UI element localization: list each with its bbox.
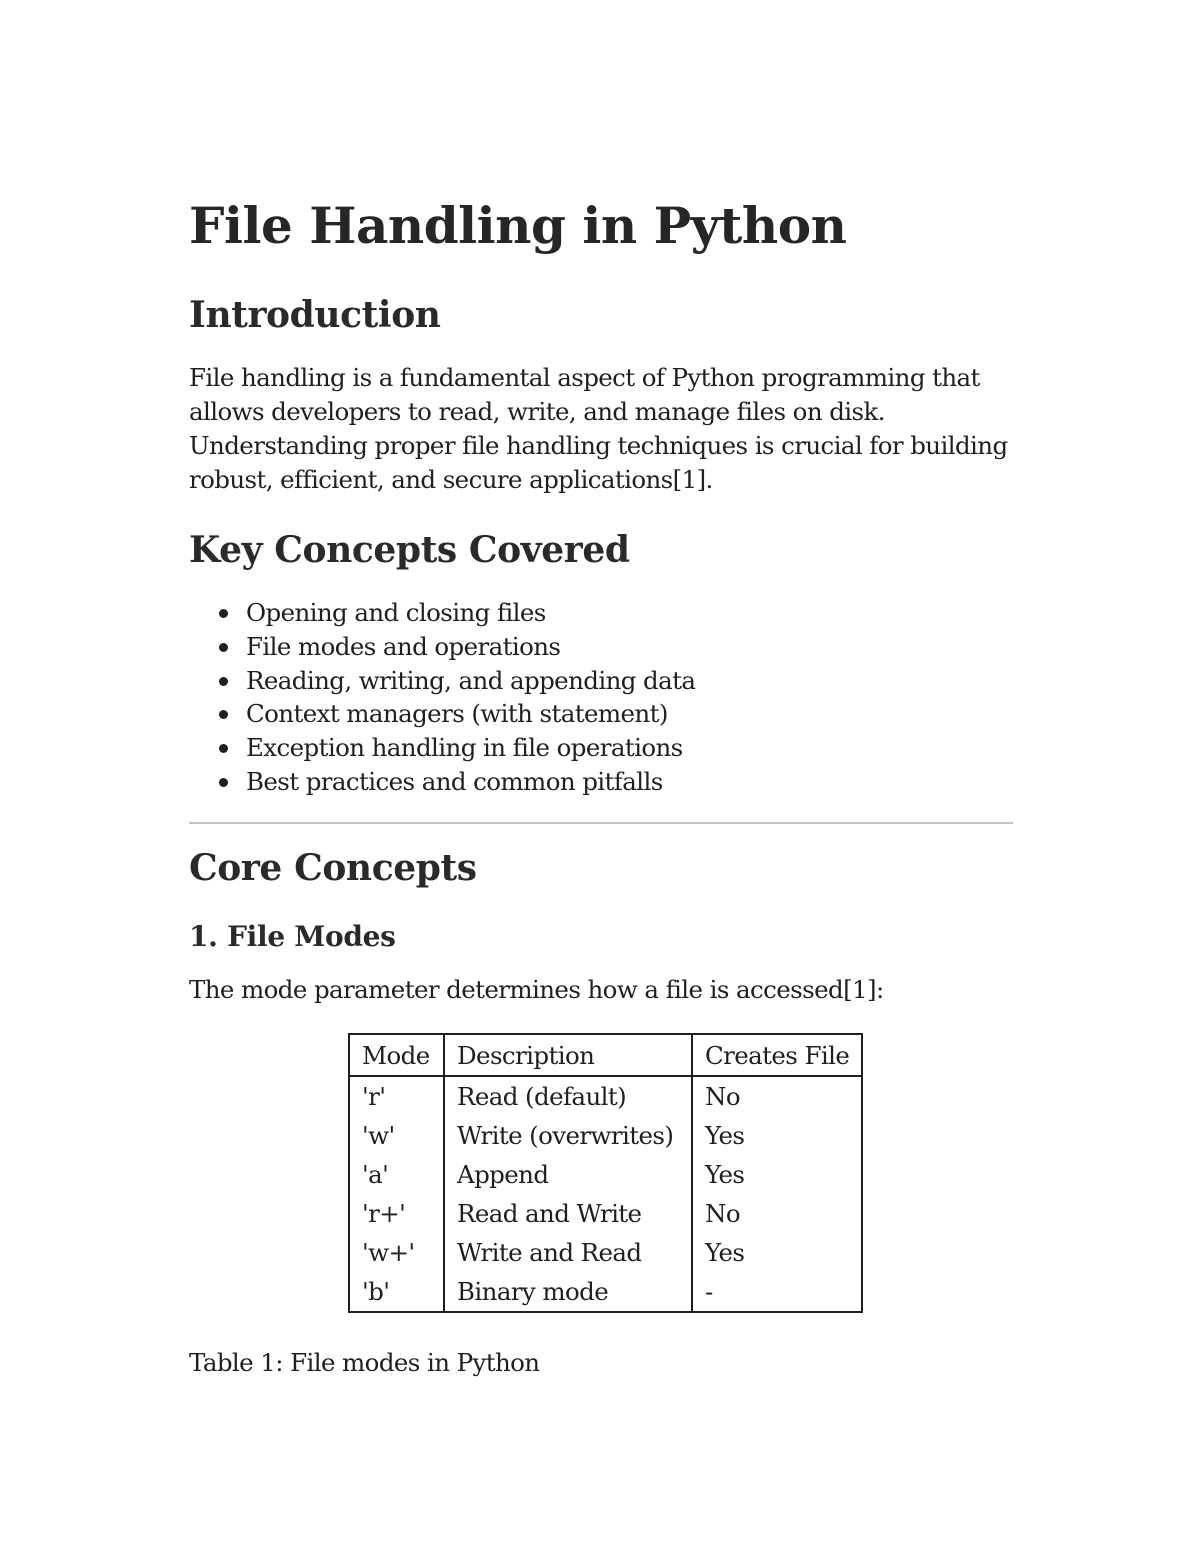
table-cell: 'r+'	[362, 1199, 406, 1228]
table-cell: Read and Write	[444, 1194, 692, 1233]
table-cell: Yes	[692, 1155, 862, 1194]
table-cell: No	[692, 1076, 862, 1116]
file-modes-heading: 1. File Modes	[189, 920, 396, 953]
table-cell: -	[692, 1272, 862, 1312]
bullet-icon	[219, 744, 228, 753]
table-cell: 'b'	[362, 1277, 390, 1306]
column-header-creates-file: Creates File	[692, 1034, 862, 1076]
table-row	[349, 1076, 862, 1116]
table-cell: Read (default)	[444, 1076, 692, 1116]
file-modes-table	[348, 1033, 863, 1313]
key-concepts-list	[189, 596, 695, 799]
list-item: Reading, writing, and appending data	[189, 664, 695, 698]
horizontal-divider	[189, 822, 1013, 824]
column-header-mode: Mode	[349, 1034, 444, 1076]
table-cell: Binary mode	[444, 1272, 692, 1312]
introduction-heading: Introduction	[189, 294, 441, 336]
bullet-icon	[219, 677, 228, 686]
list-item: Opening and closing files	[189, 596, 695, 630]
table-row	[349, 1116, 862, 1155]
table-cell: Write and Read	[444, 1233, 692, 1272]
table-cell: Append	[444, 1155, 692, 1194]
list-item: Context managers (with statement)	[189, 697, 695, 731]
table-cell: Yes	[692, 1116, 862, 1155]
bullet-icon	[219, 643, 228, 652]
table-cell: 'a'	[362, 1160, 389, 1189]
list-item: Exception handling in file operations	[189, 731, 695, 765]
core-concepts-heading: Core Concepts	[189, 847, 477, 889]
table-cell: Write (overwrites)	[444, 1116, 692, 1155]
table-row	[349, 1155, 862, 1194]
list-item: Best practices and common pitfalls	[189, 765, 695, 799]
table-row	[349, 1194, 862, 1233]
table-cell: 'w+'	[362, 1238, 415, 1267]
key-concepts-heading: Key Concepts Covered	[189, 529, 630, 571]
table-cell: No	[692, 1194, 862, 1233]
bullet-icon	[219, 710, 228, 719]
column-header-description: Description	[444, 1034, 692, 1076]
table-cell: 'r'	[362, 1082, 386, 1111]
table-cell: Yes	[692, 1233, 862, 1272]
table-row	[349, 1233, 862, 1272]
bullet-icon	[219, 609, 228, 618]
introduction-paragraph: File handling is a fundamental aspect of Python programming that allows developers to read, write, and manage files on disk. Understanding proper file handling techniques is crucial for building robust, efficient, and secure applications[1].	[189, 363, 1008, 494]
file-modes-paragraph: The mode parameter determines how a file is accessed[1]:	[189, 975, 884, 1004]
bullet-icon	[219, 778, 228, 787]
table-caption: Table 1: File modes in Python	[189, 1348, 540, 1377]
document-title: File Handling in Python	[189, 196, 847, 255]
table-row	[349, 1272, 862, 1312]
table-header-row	[349, 1034, 862, 1076]
list-item: File modes and operations	[189, 630, 695, 664]
table-cell: 'w'	[362, 1121, 395, 1150]
